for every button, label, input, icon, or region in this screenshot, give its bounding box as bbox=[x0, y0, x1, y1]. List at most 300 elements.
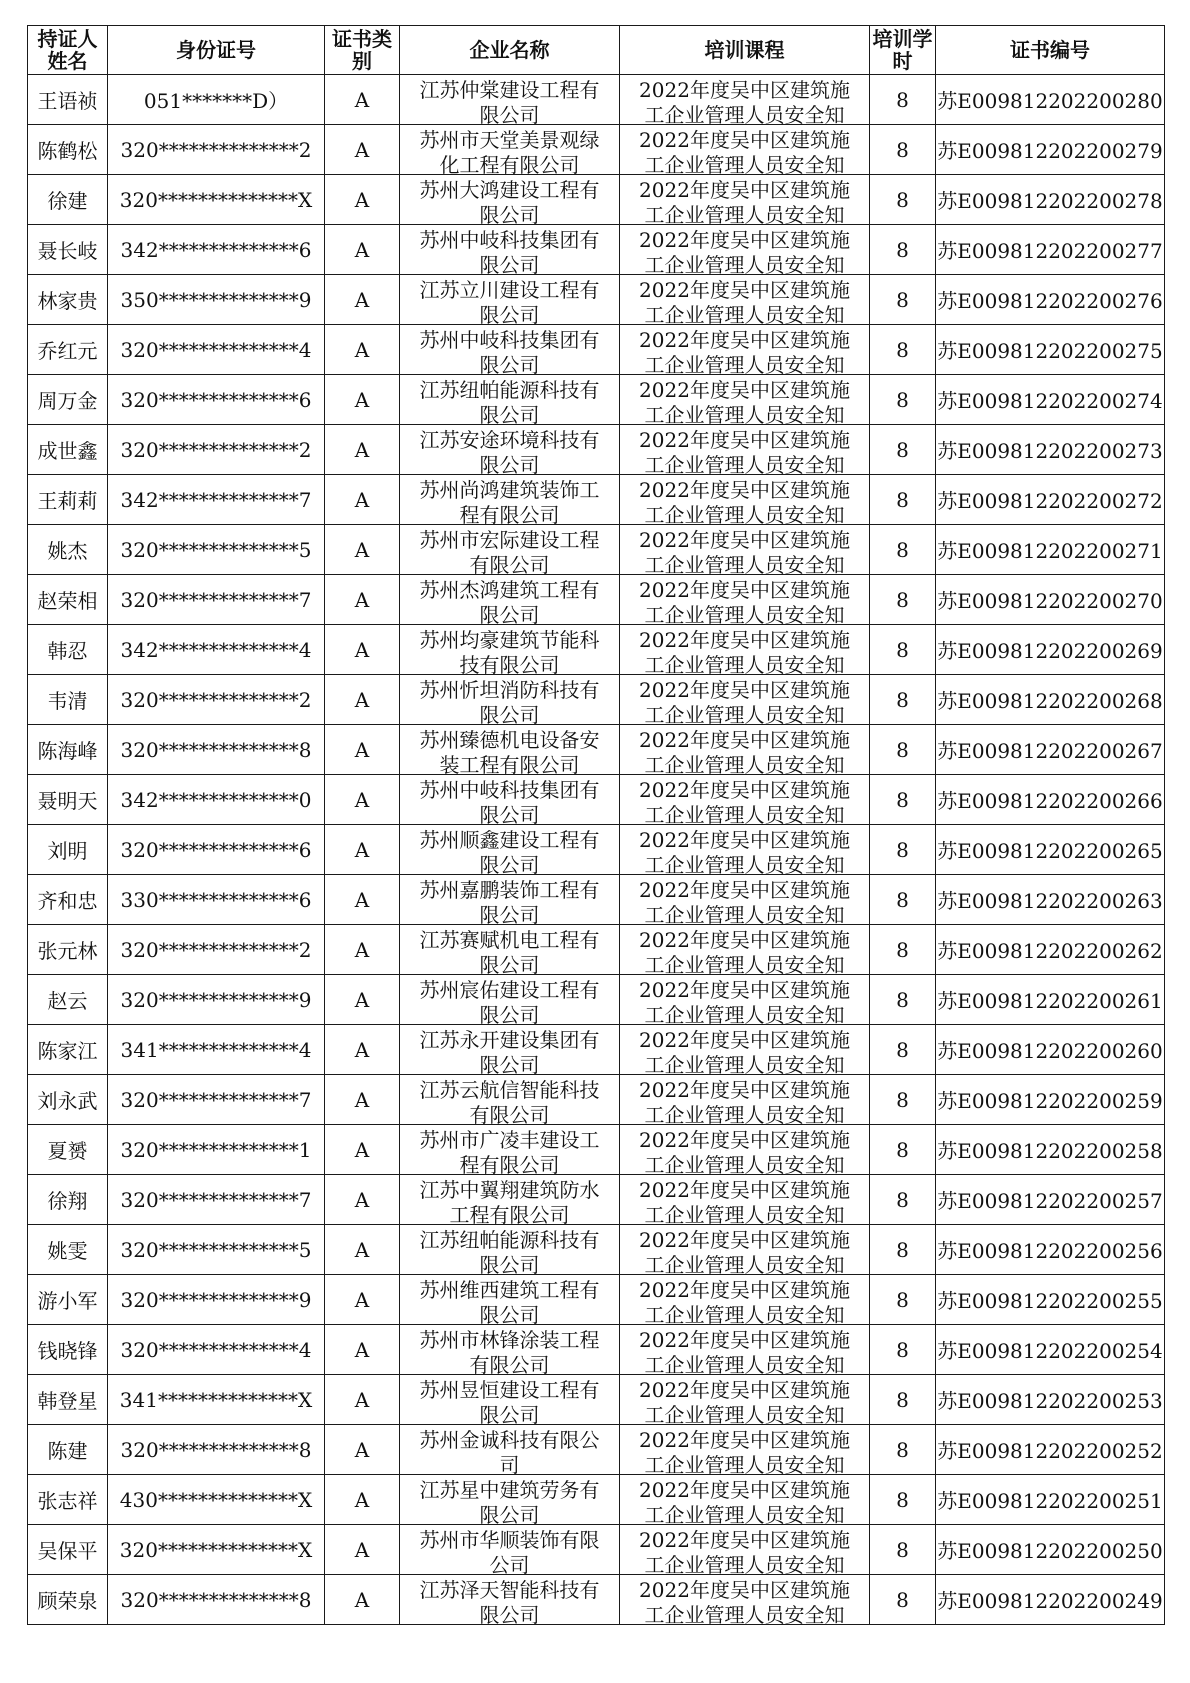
company-cell bbox=[400, 175, 620, 225]
course-cell-text: 2022年度吴中区建筑施工企业管理人员安全知 bbox=[639, 1477, 850, 1524]
table-row bbox=[28, 675, 1165, 725]
id-number-cell: 320**************6 bbox=[108, 825, 325, 875]
company-cell bbox=[400, 275, 620, 325]
company-cell bbox=[400, 475, 620, 525]
course-cell bbox=[620, 825, 870, 875]
course-cell bbox=[620, 475, 870, 525]
company-cell-text: 苏州臻德机电设备安装工程有限公司 bbox=[419, 727, 600, 774]
course-cell bbox=[620, 975, 870, 1025]
company-cell bbox=[400, 775, 620, 825]
table-row bbox=[28, 1475, 1165, 1525]
header-cert-number: 证书编号 bbox=[936, 26, 1165, 75]
holder-name-cell: 顾荣泉 bbox=[28, 1575, 108, 1625]
course-cell-text: 2022年度吴中区建筑施工企业管理人员安全知 bbox=[639, 1077, 850, 1124]
id-number-cell: 341**************4 bbox=[108, 1025, 325, 1075]
course-cell bbox=[620, 725, 870, 775]
cert-type-cell: A bbox=[325, 1425, 400, 1475]
table-row bbox=[28, 225, 1165, 275]
table-row bbox=[28, 575, 1165, 625]
course-cell bbox=[620, 575, 870, 625]
course-cell bbox=[620, 1175, 870, 1225]
cert-number-cell: 苏E009812202200277 bbox=[936, 225, 1165, 275]
course-cell-text: 2022年度吴中区建筑施工企业管理人员安全知 bbox=[639, 1577, 850, 1624]
company-cell-text: 苏州大鸿建设工程有限公司 bbox=[419, 177, 600, 224]
hours-cell: 8 bbox=[870, 1475, 936, 1525]
id-number-cell: 320**************X bbox=[108, 1525, 325, 1575]
cert-type-cell: A bbox=[325, 825, 400, 875]
hours-cell: 8 bbox=[870, 675, 936, 725]
table-row bbox=[28, 925, 1165, 975]
holder-name-cell: 吴保平 bbox=[28, 1525, 108, 1575]
holder-name-cell: 成世鑫 bbox=[28, 425, 108, 475]
hours-cell: 8 bbox=[870, 325, 936, 375]
cert-number-cell: 苏E009812202200255 bbox=[936, 1275, 1165, 1325]
table-row bbox=[28, 825, 1165, 875]
holder-name-cell: 张志祥 bbox=[28, 1475, 108, 1525]
hours-cell: 8 bbox=[870, 1325, 936, 1375]
cert-number-cell: 苏E009812202200269 bbox=[936, 625, 1165, 675]
cert-type-cell: A bbox=[325, 1175, 400, 1225]
company-cell bbox=[400, 975, 620, 1025]
course-cell bbox=[620, 75, 870, 125]
id-number-cell: 320**************8 bbox=[108, 1425, 325, 1475]
course-cell-text: 2022年度吴中区建筑施工企业管理人员安全知 bbox=[639, 1027, 850, 1074]
course-cell bbox=[620, 1275, 870, 1325]
holder-name-cell: 陈建 bbox=[28, 1425, 108, 1475]
course-cell-text: 2022年度吴中区建筑施工企业管理人员安全知 bbox=[639, 827, 850, 874]
table-row bbox=[28, 725, 1165, 775]
company-cell-text: 江苏安途环境科技有限公司 bbox=[419, 427, 600, 474]
course-cell bbox=[620, 325, 870, 375]
cert-number-cell: 苏E009812202200261 bbox=[936, 975, 1165, 1025]
course-cell bbox=[620, 875, 870, 925]
company-cell-text: 苏州宸佑建设工程有限公司 bbox=[419, 977, 600, 1024]
company-cell-text: 江苏赛赋机电工程有限公司 bbox=[419, 927, 600, 974]
course-cell-text: 2022年度吴中区建筑施工企业管理人员安全知 bbox=[639, 1527, 850, 1574]
cert-number-cell: 苏E009812202200251 bbox=[936, 1475, 1165, 1525]
table-row bbox=[28, 1125, 1165, 1175]
company-cell-text: 苏州尚鸿建筑装饰工程有限公司 bbox=[419, 477, 600, 524]
holder-name-cell: 王莉莉 bbox=[28, 475, 108, 525]
id-number-cell: 320**************9 bbox=[108, 1275, 325, 1325]
course-cell bbox=[620, 1575, 870, 1625]
cert-number-cell: 苏E009812202200275 bbox=[936, 325, 1165, 375]
table-row bbox=[28, 275, 1165, 325]
course-cell-text: 2022年度吴中区建筑施工企业管理人员安全知 bbox=[639, 627, 850, 674]
company-cell-text: 苏州中岐科技集团有限公司 bbox=[419, 227, 600, 274]
table-row bbox=[28, 1425, 1165, 1475]
table-row bbox=[28, 125, 1165, 175]
course-cell-text: 2022年度吴中区建筑施工企业管理人员安全知 bbox=[639, 1277, 850, 1324]
header-row bbox=[28, 26, 1165, 75]
cert-type-cell: A bbox=[325, 1275, 400, 1325]
holder-name-cell: 赵云 bbox=[28, 975, 108, 1025]
course-cell bbox=[620, 1125, 870, 1175]
company-cell-text: 苏州中岐科技集团有限公司 bbox=[419, 327, 600, 374]
table-row bbox=[28, 1525, 1165, 1575]
holder-name-cell: 聂明天 bbox=[28, 775, 108, 825]
holder-name-cell: 刘明 bbox=[28, 825, 108, 875]
course-cell-text: 2022年度吴中区建筑施工企业管理人员安全知 bbox=[639, 327, 850, 374]
cert-type-cell: A bbox=[325, 425, 400, 475]
id-number-cell: 341**************X bbox=[108, 1375, 325, 1425]
company-cell bbox=[400, 925, 620, 975]
course-cell bbox=[620, 175, 870, 225]
holder-name-cell: 徐翔 bbox=[28, 1175, 108, 1225]
hours-cell: 8 bbox=[870, 625, 936, 675]
table-row bbox=[28, 75, 1165, 125]
id-number-cell: 320**************2 bbox=[108, 125, 325, 175]
course-cell-text: 2022年度吴中区建筑施工企业管理人员安全知 bbox=[639, 777, 850, 824]
id-number-cell: 320**************2 bbox=[108, 425, 325, 475]
cert-type-cell: A bbox=[325, 1475, 400, 1525]
cert-type-cell: A bbox=[325, 75, 400, 125]
table-row bbox=[28, 475, 1165, 525]
cert-number-cell: 苏E009812202200280 bbox=[936, 75, 1165, 125]
company-cell-text: 苏州金诚科技有限公司 bbox=[419, 1427, 600, 1474]
company-cell bbox=[400, 525, 620, 575]
hours-cell: 8 bbox=[870, 175, 936, 225]
hours-cell: 8 bbox=[870, 975, 936, 1025]
id-number-cell: 342**************7 bbox=[108, 475, 325, 525]
cert-number-cell: 苏E009812202200270 bbox=[936, 575, 1165, 625]
hours-cell: 8 bbox=[870, 225, 936, 275]
cert-number-cell: 苏E009812202200274 bbox=[936, 375, 1165, 425]
company-cell-text: 苏州市宏际建设工程有限公司 bbox=[419, 527, 600, 574]
table-row bbox=[28, 1325, 1165, 1375]
hours-cell: 8 bbox=[870, 1025, 936, 1075]
table-row bbox=[28, 525, 1165, 575]
company-cell-text: 江苏泽天智能科技有限公司 bbox=[419, 1577, 600, 1624]
cert-number-cell: 苏E009812202200260 bbox=[936, 1025, 1165, 1075]
course-cell bbox=[620, 925, 870, 975]
cert-type-cell: A bbox=[325, 875, 400, 925]
id-number-cell: 320**************X bbox=[108, 175, 325, 225]
holder-name-cell: 乔红元 bbox=[28, 325, 108, 375]
holder-name-cell: 徐建 bbox=[28, 175, 108, 225]
company-cell bbox=[400, 875, 620, 925]
cert-number-cell: 苏E009812202200253 bbox=[936, 1375, 1165, 1425]
cert-number-cell: 苏E009812202200267 bbox=[936, 725, 1165, 775]
company-cell-text: 苏州市广凌丰建设工程有限公司 bbox=[419, 1127, 600, 1174]
table-row bbox=[28, 875, 1165, 925]
id-number-cell: 051*******D） bbox=[108, 75, 325, 125]
hours-cell: 8 bbox=[870, 1125, 936, 1175]
course-cell-text: 2022年度吴中区建筑施工企业管理人员安全知 bbox=[639, 727, 850, 774]
holder-name-cell: 张元林 bbox=[28, 925, 108, 975]
cert-type-cell: A bbox=[325, 275, 400, 325]
table-row bbox=[28, 1175, 1165, 1225]
holder-name-cell: 韩登星 bbox=[28, 1375, 108, 1425]
cert-number-cell: 苏E009812202200262 bbox=[936, 925, 1165, 975]
id-number-cell: 320**************1 bbox=[108, 1125, 325, 1175]
course-cell bbox=[620, 525, 870, 575]
course-cell-text: 2022年度吴中区建筑施工企业管理人员安全知 bbox=[639, 1227, 850, 1274]
hours-cell: 8 bbox=[870, 1425, 936, 1475]
company-cell-text: 苏州杰鸿建筑工程有限公司 bbox=[419, 577, 600, 624]
holder-name-cell: 刘永武 bbox=[28, 1075, 108, 1125]
company-cell bbox=[400, 75, 620, 125]
course-cell bbox=[620, 1325, 870, 1375]
company-cell bbox=[400, 1325, 620, 1375]
hours-cell: 8 bbox=[870, 775, 936, 825]
table-row bbox=[28, 1275, 1165, 1325]
holder-name-cell: 韦清 bbox=[28, 675, 108, 725]
table-body bbox=[28, 75, 1165, 1625]
cert-type-cell: A bbox=[325, 475, 400, 525]
course-cell-text: 2022年度吴中区建筑施工企业管理人员安全知 bbox=[639, 677, 850, 724]
course-cell-text: 2022年度吴中区建筑施工企业管理人员安全知 bbox=[639, 277, 850, 324]
company-cell bbox=[400, 1225, 620, 1275]
hours-cell: 8 bbox=[870, 925, 936, 975]
cert-number-cell: 苏E009812202200250 bbox=[936, 1525, 1165, 1575]
hours-cell: 8 bbox=[870, 725, 936, 775]
cert-type-cell: A bbox=[325, 525, 400, 575]
holder-name-cell: 姚杰 bbox=[28, 525, 108, 575]
hours-cell: 8 bbox=[870, 1575, 936, 1625]
hours-cell: 8 bbox=[870, 1175, 936, 1225]
header-hours: 培训学时 bbox=[870, 26, 936, 75]
company-cell bbox=[400, 375, 620, 425]
hours-cell: 8 bbox=[870, 75, 936, 125]
course-cell bbox=[620, 275, 870, 325]
table-row bbox=[28, 1225, 1165, 1275]
company-cell bbox=[400, 1075, 620, 1125]
company-cell bbox=[400, 425, 620, 475]
table-row bbox=[28, 1025, 1165, 1075]
course-cell-text: 2022年度吴中区建筑施工企业管理人员安全知 bbox=[639, 927, 850, 974]
hours-cell: 8 bbox=[870, 125, 936, 175]
cert-number-cell: 苏E009812202200252 bbox=[936, 1425, 1165, 1475]
hours-cell: 8 bbox=[870, 1275, 936, 1325]
cert-type-cell: A bbox=[325, 725, 400, 775]
cert-number-cell: 苏E009812202200265 bbox=[936, 825, 1165, 875]
id-number-cell: 320**************9 bbox=[108, 975, 325, 1025]
id-number-cell: 320**************4 bbox=[108, 325, 325, 375]
hours-cell: 8 bbox=[870, 525, 936, 575]
company-cell-text: 苏州市华顺装饰有限公司 bbox=[419, 1527, 600, 1574]
holder-name-cell: 周万金 bbox=[28, 375, 108, 425]
id-number-cell: 350**************9 bbox=[108, 275, 325, 325]
table-row bbox=[28, 325, 1165, 375]
course-cell bbox=[620, 1225, 870, 1275]
cert-number-cell: 苏E009812202200254 bbox=[936, 1325, 1165, 1375]
header-company: 企业名称 bbox=[400, 26, 620, 75]
company-cell bbox=[400, 1025, 620, 1075]
course-cell bbox=[620, 675, 870, 725]
table-row bbox=[28, 1575, 1165, 1625]
course-cell-text: 2022年度吴中区建筑施工企业管理人员安全知 bbox=[639, 1427, 850, 1474]
cert-number-cell: 苏E009812202200258 bbox=[936, 1125, 1165, 1175]
company-cell bbox=[400, 575, 620, 625]
id-number-cell: 320**************7 bbox=[108, 1075, 325, 1125]
cert-type-cell: A bbox=[325, 1075, 400, 1125]
holder-name-cell: 钱晓锋 bbox=[28, 1325, 108, 1375]
table-row bbox=[28, 1375, 1165, 1425]
cert-type-cell: A bbox=[325, 1525, 400, 1575]
company-cell-text: 苏州昱恒建设工程有限公司 bbox=[419, 1377, 600, 1424]
header-cert-type: 证书类别 bbox=[325, 26, 400, 75]
course-cell-text: 2022年度吴中区建筑施工企业管理人员安全知 bbox=[639, 77, 850, 124]
company-cell bbox=[400, 825, 620, 875]
cert-type-cell: A bbox=[325, 1025, 400, 1075]
company-cell-text: 苏州市林锋涂装工程有限公司 bbox=[419, 1327, 600, 1374]
company-cell bbox=[400, 1375, 620, 1425]
id-number-cell: 320**************8 bbox=[108, 725, 325, 775]
course-cell-text: 2022年度吴中区建筑施工企业管理人员安全知 bbox=[639, 877, 850, 924]
holder-name-cell: 韩忍 bbox=[28, 625, 108, 675]
cert-type-cell: A bbox=[325, 975, 400, 1025]
course-cell bbox=[620, 425, 870, 475]
cert-type-cell: A bbox=[325, 1125, 400, 1175]
course-cell-text: 2022年度吴中区建筑施工企业管理人员安全知 bbox=[639, 1377, 850, 1424]
company-cell-text: 苏州均豪建筑节能科技有限公司 bbox=[419, 627, 600, 674]
id-number-cell: 320**************5 bbox=[108, 1225, 325, 1275]
id-number-cell: 342**************6 bbox=[108, 225, 325, 275]
cert-number-cell: 苏E009812202200268 bbox=[936, 675, 1165, 725]
id-number-cell: 320**************2 bbox=[108, 925, 325, 975]
table-header bbox=[28, 26, 1165, 75]
course-cell-text: 2022年度吴中区建筑施工企业管理人员安全知 bbox=[639, 577, 850, 624]
company-cell bbox=[400, 1525, 620, 1575]
cert-number-cell: 苏E009812202200257 bbox=[936, 1175, 1165, 1225]
course-cell bbox=[620, 125, 870, 175]
cert-number-cell: 苏E009812202200263 bbox=[936, 875, 1165, 925]
cert-type-cell: A bbox=[325, 125, 400, 175]
id-number-cell: 342**************4 bbox=[108, 625, 325, 675]
holder-name-cell: 聂长岐 bbox=[28, 225, 108, 275]
hours-cell: 8 bbox=[870, 825, 936, 875]
certificate-table bbox=[27, 25, 1165, 1625]
cert-number-cell: 苏E009812202200276 bbox=[936, 275, 1165, 325]
company-cell-text: 苏州市天堂美景观绿化工程有限公司 bbox=[419, 127, 600, 174]
table-row bbox=[28, 625, 1165, 675]
company-cell bbox=[400, 1425, 620, 1475]
cert-type-cell: A bbox=[325, 775, 400, 825]
holder-name-cell: 陈家江 bbox=[28, 1025, 108, 1075]
company-cell-text: 江苏纽帕能源科技有限公司 bbox=[419, 1227, 600, 1274]
hours-cell: 8 bbox=[870, 425, 936, 475]
company-cell-text: 江苏仲棠建设工程有限公司 bbox=[419, 77, 600, 124]
cert-type-cell: A bbox=[325, 225, 400, 275]
holder-name-cell: 夏赟 bbox=[28, 1125, 108, 1175]
id-number-cell: 320**************7 bbox=[108, 1175, 325, 1225]
course-cell-text: 2022年度吴中区建筑施工企业管理人员安全知 bbox=[639, 1177, 850, 1224]
course-cell-text: 2022年度吴中区建筑施工企业管理人员安全知 bbox=[639, 477, 850, 524]
course-cell bbox=[620, 1525, 870, 1575]
course-cell-text: 2022年度吴中区建筑施工企业管理人员安全知 bbox=[639, 1327, 850, 1374]
table-row bbox=[28, 975, 1165, 1025]
course-cell bbox=[620, 225, 870, 275]
course-cell-text: 2022年度吴中区建筑施工企业管理人员安全知 bbox=[639, 127, 850, 174]
hours-cell: 8 bbox=[870, 275, 936, 325]
course-cell bbox=[620, 1375, 870, 1425]
id-number-cell: 320**************7 bbox=[108, 575, 325, 625]
id-number-cell: 342**************0 bbox=[108, 775, 325, 825]
course-cell-text: 2022年度吴中区建筑施工企业管理人员安全知 bbox=[639, 1127, 850, 1174]
course-cell-text: 2022年度吴中区建筑施工企业管理人员安全知 bbox=[639, 377, 850, 424]
hours-cell: 8 bbox=[870, 475, 936, 525]
company-cell bbox=[400, 1275, 620, 1325]
hours-cell: 8 bbox=[870, 1525, 936, 1575]
table-row bbox=[28, 775, 1165, 825]
header-holder-name: 持证人姓名 bbox=[28, 26, 108, 75]
holder-name-cell: 姚雯 bbox=[28, 1225, 108, 1275]
course-cell bbox=[620, 1075, 870, 1125]
hours-cell: 8 bbox=[870, 875, 936, 925]
hours-cell: 8 bbox=[870, 575, 936, 625]
cert-number-cell: 苏E009812202200256 bbox=[936, 1225, 1165, 1275]
company-cell bbox=[400, 725, 620, 775]
course-cell-text: 2022年度吴中区建筑施工企业管理人员安全知 bbox=[639, 227, 850, 274]
company-cell-text: 苏州顺鑫建设工程有限公司 bbox=[419, 827, 600, 874]
company-cell-text: 苏州维西建筑工程有限公司 bbox=[419, 1277, 600, 1324]
course-cell bbox=[620, 375, 870, 425]
cert-type-cell: A bbox=[325, 175, 400, 225]
company-cell-text: 江苏云航信智能科技有限公司 bbox=[419, 1077, 600, 1124]
course-cell-text: 2022年度吴中区建筑施工企业管理人员安全知 bbox=[639, 977, 850, 1024]
course-cell bbox=[620, 775, 870, 825]
cert-type-cell: A bbox=[325, 375, 400, 425]
cert-number-cell: 苏E009812202200278 bbox=[936, 175, 1165, 225]
course-cell bbox=[620, 625, 870, 675]
course-cell bbox=[620, 1475, 870, 1525]
company-cell-text: 苏州嘉鹏装饰工程有限公司 bbox=[419, 877, 600, 924]
company-cell bbox=[400, 225, 620, 275]
table-row bbox=[28, 375, 1165, 425]
hours-cell: 8 bbox=[870, 1225, 936, 1275]
course-cell bbox=[620, 1025, 870, 1075]
company-cell bbox=[400, 1475, 620, 1525]
holder-name-cell: 王语祯 bbox=[28, 75, 108, 125]
id-number-cell: 320**************8 bbox=[108, 1575, 325, 1625]
company-cell-text: 江苏星中建筑劳务有限公司 bbox=[419, 1477, 600, 1524]
id-number-cell: 320**************4 bbox=[108, 1325, 325, 1375]
cert-number-cell: 苏E009812202200266 bbox=[936, 775, 1165, 825]
company-cell bbox=[400, 1575, 620, 1625]
company-cell-text: 江苏纽帕能源科技有限公司 bbox=[419, 377, 600, 424]
id-number-cell: 330**************6 bbox=[108, 875, 325, 925]
company-cell bbox=[400, 1175, 620, 1225]
company-cell-text: 江苏永开建设集团有限公司 bbox=[419, 1027, 600, 1074]
cert-type-cell: A bbox=[325, 1575, 400, 1625]
cert-type-cell: A bbox=[325, 625, 400, 675]
hours-cell: 8 bbox=[870, 1075, 936, 1125]
cert-type-cell: A bbox=[325, 1375, 400, 1425]
company-cell bbox=[400, 1125, 620, 1175]
company-cell-text: 苏州忻坦消防科技有限公司 bbox=[419, 677, 600, 724]
cert-type-cell: A bbox=[325, 1325, 400, 1375]
header-course: 培训课程 bbox=[620, 26, 870, 75]
table-row bbox=[28, 425, 1165, 475]
cert-number-cell: 苏E009812202200279 bbox=[936, 125, 1165, 175]
hours-cell: 8 bbox=[870, 375, 936, 425]
company-cell bbox=[400, 625, 620, 675]
course-cell-text: 2022年度吴中区建筑施工企业管理人员安全知 bbox=[639, 427, 850, 474]
holder-name-cell: 林家贵 bbox=[28, 275, 108, 325]
company-cell bbox=[400, 675, 620, 725]
company-cell-text: 江苏立川建设工程有限公司 bbox=[419, 277, 600, 324]
cert-type-cell: A bbox=[325, 925, 400, 975]
cert-number-cell: 苏E009812202200272 bbox=[936, 475, 1165, 525]
id-number-cell: 430**************X bbox=[108, 1475, 325, 1525]
company-cell-text: 苏州中岐科技集团有限公司 bbox=[419, 777, 600, 824]
holder-name-cell: 游小军 bbox=[28, 1275, 108, 1325]
table-row bbox=[28, 1075, 1165, 1125]
cert-number-cell: 苏E009812202200273 bbox=[936, 425, 1165, 475]
id-number-cell: 320**************2 bbox=[108, 675, 325, 725]
cert-type-cell: A bbox=[325, 1225, 400, 1275]
